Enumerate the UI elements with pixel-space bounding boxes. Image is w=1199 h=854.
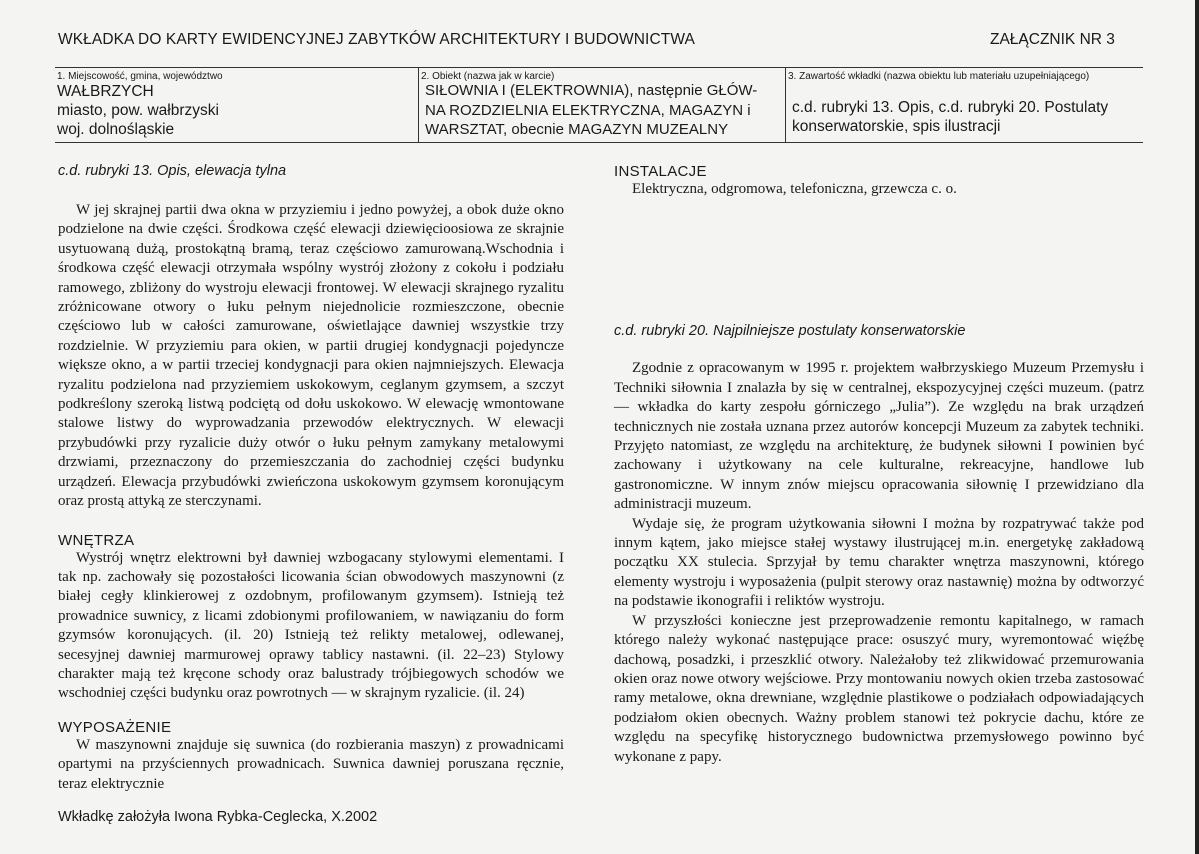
location-value bbox=[57, 82, 219, 139]
equipment-heading: WYPOSAŻENIE bbox=[58, 718, 172, 736]
object-cell bbox=[418, 68, 785, 142]
installations-paragraph: Elektryczna, odgromowa, telefoniczna, grzewcza c. o. bbox=[632, 181, 957, 197]
location-cell bbox=[55, 68, 418, 142]
location-line: WAŁBRZYCH bbox=[57, 83, 154, 100]
content-line: konserwatorskie, spis ilustracji bbox=[792, 118, 1001, 135]
installations-heading: INSTALACJE bbox=[614, 163, 707, 180]
object-line: SIŁOWNIA I (ELEKTROWNIA), następnie GŁÓW- bbox=[425, 82, 758, 99]
postulates-heading: c.d. rubryki 20. Najpilniejsze postulaty konserwatorskie bbox=[614, 323, 966, 340]
object-line: NA ROZDZIELNIA ELEKTRYCZNA, MAGAZYN i bbox=[425, 101, 751, 119]
object-line: WARSZTAT, obecnie MAGAZYN MUZEALNY bbox=[425, 121, 729, 138]
elevation-heading: c.d. rubryki 13. Opis, elewacja tylna bbox=[58, 163, 287, 179]
content-line: c.d. rubryki 13. Opis, c.d. rubryki 20. Postulaty bbox=[792, 99, 1109, 116]
postulates-paragraph: Zgodnie z opracowanym w 1995 r. projektem wałbrzyskiego Muzeum Przemysłu i Techniki siłownia I znalazła by się w centralnej, ekspozycyjnej części muzeum. (patrz — wkładka do karty zespołu górniczego „Julia”). Ze względu na brak urządzeń technicznych nie została uznana przez autorów koncepcji Muzeum za zabytek techniki. Przyjęto natomiast, ze względu na architekturę, że budynek siłowni I powinien być zachowany i użytkowany na cele kulturalne, rekreacyjne, handlowe lub gastronomiczne. W innym znów miejscu opracowania siłownię I przewidziano dla administracji muzeum. bbox=[614, 360, 1144, 513]
postulates-paragraph: Wydaje się, że program użytkowania siłowni I można by rozpatrywać także pod innym kątem, jako miejsce stałej wystawy ilustrującej m.in. energetykę zakładową początku XX stulecia. Sprzyjał by temu charakter wnętrza maszynowni, którego elementy wystroju i wyposażenia (pulpit sterowy oraz nastawnię) można by odtworzyć na podstawie ikonografii i reliktów wystroju. bbox=[614, 515, 1144, 610]
elevation-paragraph: W jej skrajnej partii dwa okna w przyziemiu i jedno powyżej, a obok duże okno podzielone na dwie części. Środkowa część elewacji dziewięcioosiowa ze skrajnie usytuowaną dużą, prostokątną bramą, teraz częściowo zamurowaną.Wschodnia i środkowa część elewacji otrzymała wspólny wystrój złożony z cokołu i podziału ramowego, zbliżony do wystroju elewacji frontowej. W elewacji skrajnego ryzalitu zróżnicowane otwory o łuku pełnym niejednolicie rozmieszczone, obecnie częściowo lub w całości zamurowane, oświetlające dawniej wszystkie trzy rozdzielnie. W przyziemiu para okien, w partii drugiej kondygnacji pojedyncze większe okno, a w partii trzeciej kondygnacji para okien najmniejszych. Elewacja ryzalitu podzielona nad przyziemiem uskokowym, ceglanym gzymsem, a szczyt podkreślony szeroką listwą podciętą od dołu uskokowo. W elewację wmontowane stalowe listwy do wyprowadzania przewodów elektrycznych. W elewacji przybudówki przy ryzalicie duży otwór o łuku pełnym zamykany metalowymi drzwiami, przeznaczony do przemieszczania do zachodniej części budynku urządzeń. Elewacja przybudówki zwieńczona uskokowym gzymsem koronującym oraz prostą attyką ze sterczynami. bbox=[58, 202, 564, 510]
object-label: 2. Obiekt (nazwa jak w karcie) bbox=[421, 71, 555, 82]
content-label: 3. Zawartość wkładki (nazwa obiektu lub materiału uzupełniającego) bbox=[788, 71, 1090, 82]
location-label: 1. Miejscowość, gmina, województwo bbox=[57, 71, 223, 82]
author-note: Wkładkę założyła Iwona Rybka-Ceglecka, X.2002 bbox=[58, 809, 378, 825]
equipment-paragraph: W maszynowni znajduje się suwnica (do rozbierania maszyn) z prowadnicami opartymi na przyściennych prowadnicach. Suwnica dawniej poruszana ręcznie, teraz elektrycznie bbox=[58, 736, 564, 792]
interior-paragraph: Wystrój wnętrz elektrowni był dawniej wzbogacany stylowymi elementami. I tak np. zachowały się pozostałości licowania ścian obwodowych maszynowni (z białej cegły klinkierowej z ozdobnym, profilowanym gzymsem). Istnieją też prowadnice suwnicy, z licami zdobionymi profilowaniem, w nawiązaniu do form gzymsów koronujących. (il. 20) Istnieją też relikty metalowej, odlewanej, secesyjnej dawniej marmurowej oprawy tablicy nastawni. (il. 22–23) Stylowy charakter mają też kręcone schody oraz balustrady trójbiegowych schodów we wschodniej części budynku oraz powrotnych — w skrajnym ryzalicie. (il. 24) bbox=[58, 549, 564, 702]
postulates-paragraph: W przyszłości konieczne jest przeprowadzenie remontu kapitalnego, w ramach którego należy wykonać następujące prace: osuszyć mury, wyremontować więźbę dachową, posadzki, i przeszklić otwory. Należałoby też zlikwidować przemurowania okien oraz nowe otwory wejściowe. Przy montowaniu nowych okien trzeba zastosować ramy metalowe, okna drewniane, względnie plastikowe o podziałach odpowiadających podziałom okien obecnych. Ważny problem stanowi też pokrycie dachu, które ze względu na specyfikę historycznego budownictwa przemysłowego powinno być wykonane z papy. bbox=[614, 612, 1144, 765]
document-title: WKŁADKA DO KARTY EWIDENCYJNEJ ZABYTKÓW ARCHITEKTURY I BUDOWNICTWA bbox=[58, 31, 695, 48]
right-column bbox=[614, 163, 1144, 767]
content-value bbox=[792, 98, 1108, 136]
info-table bbox=[55, 67, 1143, 143]
annex-number: ZAŁĄCZNIK NR 3 bbox=[990, 31, 1115, 48]
object-value bbox=[425, 81, 757, 140]
page-edge bbox=[1195, 0, 1199, 854]
interior-heading: WNĘTRZA bbox=[58, 531, 135, 549]
content-cell bbox=[785, 68, 1143, 142]
location-line: woj. dolnośląskie bbox=[57, 121, 175, 138]
left-column bbox=[58, 163, 564, 794]
location-line: miasto, pow. wałbrzyski bbox=[57, 102, 219, 119]
